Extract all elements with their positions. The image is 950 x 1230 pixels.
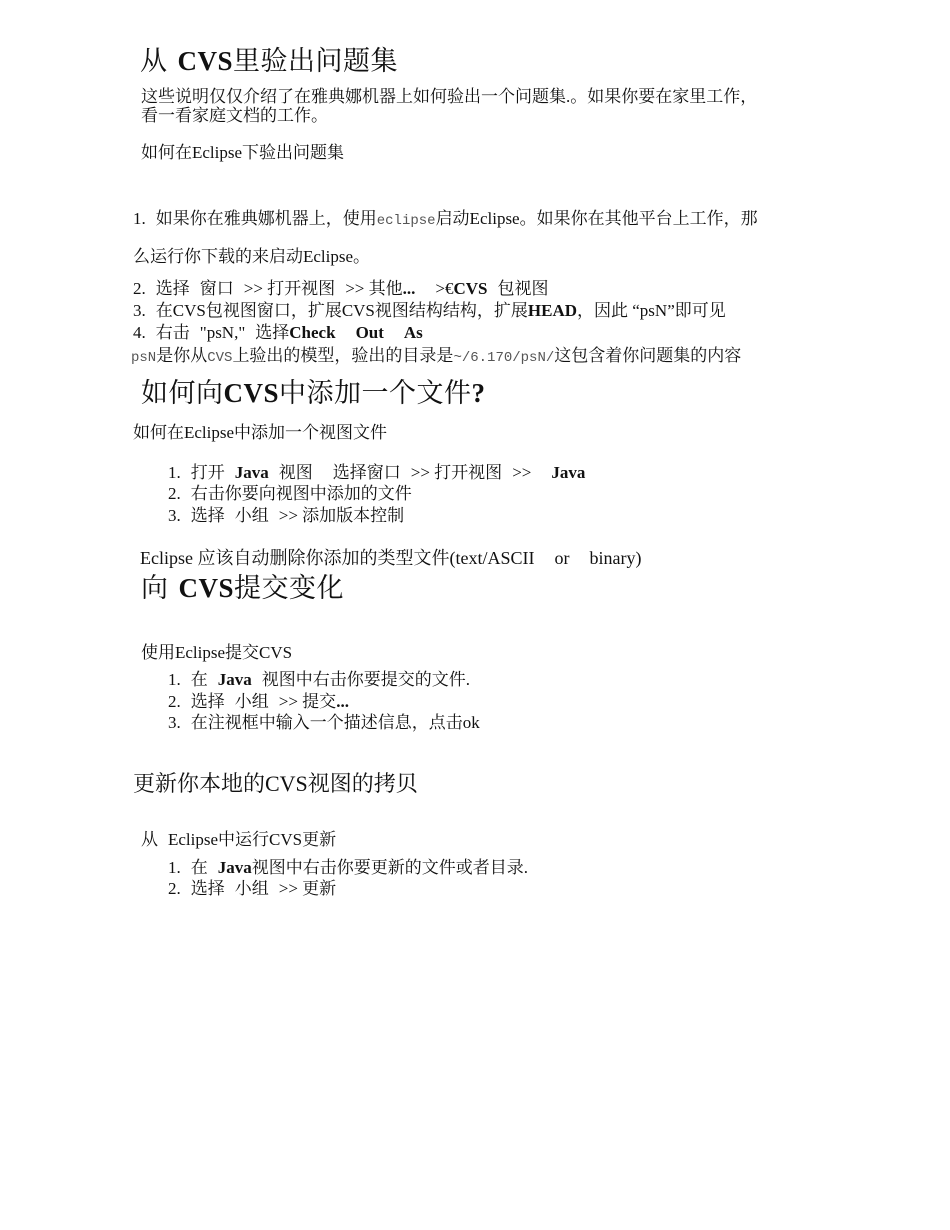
section3-step2 xyxy=(168,692,349,712)
section3-subheading: 使用Eclipse提交CVS xyxy=(141,643,293,662)
section2-title-prefix: 如何向 xyxy=(141,378,224,408)
section3-title-suffix: 提交变化 xyxy=(234,573,345,603)
section1-title-suffix: 里验出问题集 xyxy=(233,46,399,76)
cvs-bold: CVS xyxy=(453,279,488,298)
section3-title-prefix: 向 xyxy=(141,573,169,603)
section1-step1-line2: 么运行你下载的来启动Eclipse。 xyxy=(133,247,371,266)
step-text: 选择 xyxy=(255,323,290,342)
step-text: ，因此 “psN”即可见 xyxy=(577,301,726,320)
subheading-text: 从 xyxy=(141,830,158,849)
section2-step1 xyxy=(168,463,585,483)
section1-step1-line1 xyxy=(133,209,758,229)
step-number: 2. xyxy=(168,879,181,898)
note-text: binary) xyxy=(589,548,642,568)
step-number: 3. xyxy=(133,301,146,320)
ellipsis: ... xyxy=(402,279,416,298)
step-text: 在注视框中输入一个描述信息，点击ok xyxy=(190,713,480,732)
menu-other: >> 其他 xyxy=(345,279,403,298)
section4-step2 xyxy=(168,879,336,899)
step-text: 启动Eclipse。如果你在其他平台上工作，那 xyxy=(435,209,758,228)
step-text: 在CVS包视图窗口，扩展CVS视图结构结构，扩展 xyxy=(155,301,528,320)
check-bold: Check xyxy=(289,323,336,342)
as-bold: As xyxy=(403,323,423,342)
step-number: 4. xyxy=(133,323,146,342)
psn-quoted: "psN," xyxy=(199,323,246,342)
code-psn: psN xyxy=(131,350,157,366)
step-text: 选择 xyxy=(155,279,190,298)
menu-arrow: >> xyxy=(512,463,532,482)
step-text: 视图 xyxy=(278,463,313,482)
section3-title xyxy=(141,573,344,604)
step-text: 在 xyxy=(190,670,208,689)
note-text: 这包含着你问题集的内容 xyxy=(554,346,742,365)
section1-subheading: 如何在Eclipse下验出问题集 xyxy=(141,143,345,162)
section4-subheading xyxy=(141,830,336,850)
step-text: 选择 xyxy=(190,692,225,711)
java-bold: Java xyxy=(551,463,586,482)
section3-step3 xyxy=(168,713,480,733)
menu-update: >> 更新 xyxy=(278,879,337,898)
step-text: 视图中右击你要提交的文件. xyxy=(261,670,470,689)
step-text: 右击 xyxy=(155,323,190,342)
section1-title-bold: CVS xyxy=(177,46,234,76)
step-number: 3. xyxy=(168,713,181,732)
step-text: 视图中右击你要更新的文件或者目录. xyxy=(251,858,528,877)
subheading-text: Eclipse中运行CVS更新 xyxy=(168,830,337,849)
java-bold: Java xyxy=(217,670,252,689)
section1-step4 xyxy=(133,323,423,343)
section2-title-bold: CVS xyxy=(223,378,280,408)
note-text: 是你从 xyxy=(156,346,208,365)
section2-step2 xyxy=(168,484,412,504)
section2-note xyxy=(140,548,641,569)
section1-title-prefix: 从 xyxy=(140,46,168,76)
menu-team: 小组 xyxy=(234,692,269,711)
section2-subheading: 如何在Eclipse中添加一个视图文件 xyxy=(133,423,388,442)
out-bold: Out xyxy=(355,323,384,342)
step-number: 2. xyxy=(168,484,181,503)
step-number: 2. xyxy=(133,279,146,298)
java-bold: Java xyxy=(234,463,269,482)
step-text: 选择 xyxy=(190,506,225,525)
section2-title-suffix: 中添加一个文件 xyxy=(279,378,472,408)
section2-step3 xyxy=(168,506,404,526)
menu-team: 小组 xyxy=(234,506,269,525)
menu-add-version-control: >> 添加版本控制 xyxy=(278,506,405,525)
step-number: 3. xyxy=(168,506,181,525)
section1-intro-line1: 这些说明仅仅介绍了在雅典娜机器上如何验出一个问题集.。如果你要在家里工作， xyxy=(141,87,758,106)
section1-note xyxy=(131,346,741,366)
section3-title-bold: CVS xyxy=(178,573,235,603)
note-text: Eclipse 应该自动删除你添加的类型文件(text/ASCII xyxy=(140,548,535,568)
section1-title xyxy=(140,46,398,77)
ellipsis: ... xyxy=(336,692,349,711)
section3-step1 xyxy=(168,670,470,690)
note-text: or xyxy=(554,548,570,568)
step-number: 1. xyxy=(168,858,181,877)
step-number: 2. xyxy=(168,692,181,711)
code-eclipse: eclipse xyxy=(376,213,436,229)
section1-step2 xyxy=(133,279,548,299)
head-bold: HEAD xyxy=(527,301,578,320)
section2-title-question: ? xyxy=(471,378,486,408)
code-path: ~/6.170/psN/ xyxy=(453,350,555,366)
step-text: 选择 xyxy=(190,879,225,898)
garbled-arrow: >€ xyxy=(435,279,454,298)
java-bold: Java xyxy=(217,858,252,877)
step-number: 1. xyxy=(168,463,181,482)
step-text: 打开 xyxy=(190,463,225,482)
step-text: 在 xyxy=(190,858,208,877)
step-number: 1. xyxy=(133,209,146,228)
menu-commit: >> 提交 xyxy=(278,692,337,711)
section1-step3 xyxy=(133,301,726,321)
step-text: 右击你要向视图中添加的文件 xyxy=(190,484,412,503)
step-text: 包视图 xyxy=(497,279,549,298)
code-cvs: CVS xyxy=(207,350,233,366)
step-text: 如果你在雅典娜机器上，使用 xyxy=(155,209,377,228)
section1-intro-line2: 看一看家庭文档的工作。 xyxy=(141,106,328,125)
menu-open-view: >> 打开视图 xyxy=(243,279,336,298)
menu-open-view: >> 打开视图 xyxy=(410,463,503,482)
section4-title: 更新你本地的CVS视图的拷贝 xyxy=(133,771,418,796)
section4-step1 xyxy=(168,858,528,878)
step-number: 1. xyxy=(168,670,181,689)
menu-window: 窗口 xyxy=(199,279,234,298)
section2-title xyxy=(141,378,486,409)
menu-team: 小组 xyxy=(234,879,269,898)
note-text: 上验出的模型，验出的目录是 xyxy=(232,346,454,365)
step-text: 选择窗口 xyxy=(332,463,401,482)
